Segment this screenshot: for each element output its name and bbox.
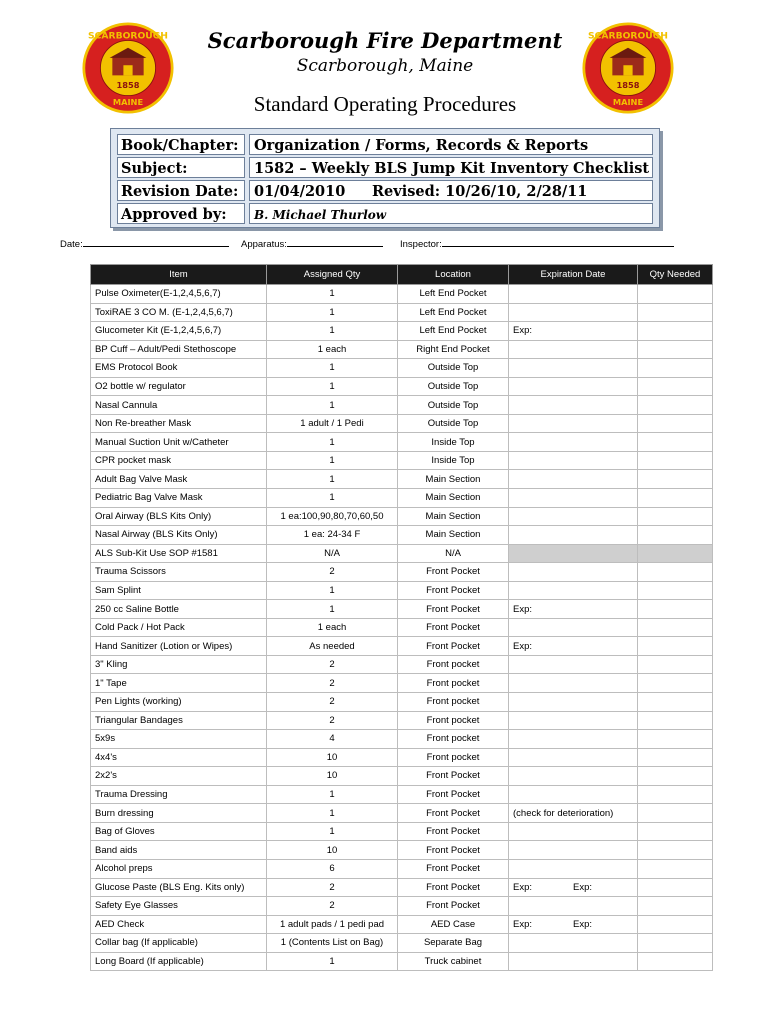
assigned-qty-cell: 1 adult / 1 Pedi [267, 414, 398, 433]
location-cell: Front pocket [398, 730, 509, 749]
qty-needed-cell[interactable] [638, 489, 713, 508]
seal-bottom-text: MAINE [112, 96, 144, 107]
item-cell: Nasal Cannula [91, 396, 267, 415]
item-cell: Pulse Oximeter(E-1,2,4,5,6,7) [91, 285, 267, 304]
expiration-text-second: Exp: [573, 881, 593, 893]
qty-needed-cell[interactable] [638, 730, 713, 749]
expiration-date-cell[interactable] [509, 730, 638, 749]
qty-needed-cell[interactable] [638, 674, 713, 693]
location-cell: Front Pocket [398, 859, 509, 878]
item-cell: Manual Suction Unit w/Catheter [91, 433, 267, 452]
item-cell: Long Board (If applicable) [91, 952, 267, 971]
expiration-date-cell[interactable] [509, 934, 638, 953]
expiration-date-cell[interactable] [509, 600, 638, 619]
item-cell: ALS Sub-Kit Use SOP #1581 [91, 544, 267, 563]
expiration-text: Exp: [513, 640, 533, 652]
table-row [91, 915, 713, 934]
expiration-date-cell[interactable] [509, 952, 638, 971]
location-cell: Front Pocket [398, 618, 509, 637]
qty-needed-cell[interactable] [638, 433, 713, 452]
apparatus-line[interactable] [287, 237, 383, 247]
item-cell: Bag of Gloves [91, 822, 267, 841]
qty-needed-cell[interactable] [638, 804, 713, 823]
item-cell: CPR pocket mask [91, 451, 267, 470]
document-header [0, 0, 770, 132]
table-row [91, 544, 713, 563]
qty-needed-cell[interactable] [638, 859, 713, 878]
sop-info-box [110, 128, 660, 228]
expiration-date-cell[interactable] [509, 767, 638, 786]
item-cell: Adult Bag Valve Mask [91, 470, 267, 489]
expiration-date-cell[interactable] [509, 414, 638, 433]
seal-top-text: SCARBOROUGH [88, 30, 168, 42]
table-row [91, 674, 713, 693]
qty-needed-cell[interactable] [638, 377, 713, 396]
expiration-date-cell[interactable] [509, 507, 638, 526]
qty-needed-cell[interactable] [638, 785, 713, 804]
expiration-date-cell[interactable] [509, 303, 638, 322]
apparatus-label: Apparatus: [241, 239, 287, 250]
assigned-qty-cell: 2 [267, 878, 398, 897]
qty-needed-cell[interactable] [638, 470, 713, 489]
qty-needed-cell[interactable] [638, 767, 713, 786]
qty-needed-cell[interactable] [638, 952, 713, 971]
assigned-qty-cell: 1 [267, 285, 398, 304]
revision-date-value [249, 180, 653, 201]
assigned-qty-cell: 1 each [267, 618, 398, 637]
seal-top-text: SCARBOROUGH [588, 30, 668, 42]
location-cell: Separate Bag [398, 934, 509, 953]
location-cell: Front Pocket [398, 767, 509, 786]
location-cell: Front Pocket [398, 563, 509, 582]
table-row [91, 748, 713, 767]
item-cell: Triangular Bandages [91, 711, 267, 730]
location-cell: Main Section [398, 507, 509, 526]
expiration-date-cell[interactable] [509, 618, 638, 637]
expiration-date-cell[interactable] [509, 878, 638, 897]
location-cell: Front Pocket [398, 822, 509, 841]
location-cell: Inside Top [398, 433, 509, 452]
assigned-qty-cell: 1 [267, 303, 398, 322]
table-row [91, 767, 713, 786]
expiration-date-cell[interactable] [509, 711, 638, 730]
column-header-qty-needed: Qty Needed [638, 265, 713, 285]
item-cell: Nasal Airway (BLS Kits Only) [91, 526, 267, 545]
expiration-date-cell[interactable] [509, 322, 638, 341]
item-cell: Pen Lights (working) [91, 693, 267, 712]
table-row [91, 303, 713, 322]
location-cell: Front pocket [398, 711, 509, 730]
assigned-qty-cell: 1 [267, 785, 398, 804]
qty-needed-cell[interactable] [638, 915, 713, 934]
table-row [91, 897, 713, 916]
seal-year: 1858 [616, 80, 640, 91]
table-row [91, 730, 713, 749]
qty-needed-cell[interactable] [638, 934, 713, 953]
table-row [91, 340, 713, 359]
department-name: Scarborough Fire Department [207, 28, 563, 53]
qty-needed-cell[interactable] [638, 822, 713, 841]
expiration-date-cell[interactable] [509, 859, 638, 878]
expiration-text: Exp: [513, 325, 533, 337]
qty-needed-cell[interactable] [638, 711, 713, 730]
item-cell: Cold Pack / Hot Pack [91, 618, 267, 637]
column-header-assigned-qty: Assigned Qty [267, 265, 398, 285]
location-cell: Front Pocket [398, 581, 509, 600]
qty-needed-cell[interactable] [638, 618, 713, 637]
column-header-item: Item [91, 265, 267, 285]
expiration-text: Exp: [513, 603, 533, 615]
item-cell: Sam Splint [91, 581, 267, 600]
department-city: Scarborough, Maine [296, 56, 474, 76]
expiration-text: Exp: [513, 881, 533, 893]
location-cell: Front Pocket [398, 897, 509, 916]
expiration-date-cell[interactable] [509, 285, 638, 304]
assigned-qty-cell: 1 [267, 581, 398, 600]
assigned-qty-cell: 1 [267, 600, 398, 619]
qty-needed-cell[interactable] [638, 414, 713, 433]
expiration-date-cell[interactable] [509, 396, 638, 415]
table-header-row [91, 265, 713, 285]
qty-needed-cell[interactable] [638, 581, 713, 600]
info-row-approved [111, 203, 659, 225]
qty-needed-cell[interactable] [638, 359, 713, 378]
assigned-qty-cell: 2 [267, 897, 398, 916]
item-cell: AED Check [91, 915, 267, 934]
item-cell: Safety Eye Glasses [91, 897, 267, 916]
location-cell: Front Pocket [398, 785, 509, 804]
qty-needed-cell[interactable] [638, 841, 713, 860]
table-row [91, 470, 713, 489]
inventory-table-body [91, 285, 713, 971]
table-row [91, 396, 713, 415]
expiration-text: Exp: [513, 918, 533, 930]
table-row [91, 285, 713, 304]
assigned-qty-cell: 1 ea: 24-34 F [267, 526, 398, 545]
qty-needed-cell[interactable] [638, 322, 713, 341]
assigned-qty-cell: 1 adult pads / 1 pedi pad [267, 915, 398, 934]
assigned-qty-cell: As needed [267, 637, 398, 656]
table-row [91, 822, 713, 841]
expiration-date-cell[interactable] [509, 748, 638, 767]
location-cell: Main Section [398, 526, 509, 545]
qty-needed-cell[interactable] [638, 600, 713, 619]
expiration-date-cell[interactable] [509, 544, 638, 563]
expiration-date-cell[interactable] [509, 340, 638, 359]
table-row [91, 841, 713, 860]
expiration-date-cell[interactable] [509, 359, 638, 378]
table-row [91, 581, 713, 600]
expiration-date-cell[interactable] [509, 915, 638, 934]
expiration-text-second: Exp: [573, 918, 593, 930]
date-field[interactable] [60, 237, 229, 250]
item-cell: EMS Protocol Book [91, 359, 267, 378]
qty-needed-cell[interactable] [638, 526, 713, 545]
item-cell: 1" Tape [91, 674, 267, 693]
location-cell: Left End Pocket [398, 285, 509, 304]
qty-needed-cell[interactable] [638, 693, 713, 712]
table-row [91, 693, 713, 712]
subject-value: 1582 – Weekly BLS Jump Kit Inventory Checklist [249, 157, 653, 178]
expiration-date-cell[interactable] [509, 804, 638, 823]
table-row [91, 655, 713, 674]
qty-needed-cell[interactable] [638, 507, 713, 526]
expiration-date-cell[interactable] [509, 563, 638, 582]
table-row [91, 359, 713, 378]
item-cell: Pediatric Bag Valve Mask [91, 489, 267, 508]
item-cell: ToxiRAE 3 CO M. (E-1,2,4,5,6,7) [91, 303, 267, 322]
location-cell: Front pocket [398, 655, 509, 674]
table-row [91, 377, 713, 396]
qty-needed-cell[interactable] [638, 748, 713, 767]
table-row [91, 322, 713, 341]
table-row [91, 451, 713, 470]
apparatus-field[interactable] [241, 237, 383, 250]
location-cell: Inside Top [398, 451, 509, 470]
table-row [91, 600, 713, 619]
expiration-date-cell[interactable] [509, 655, 638, 674]
sop-title: Standard Operating Procedures [253, 92, 517, 116]
qty-needed-cell[interactable] [638, 340, 713, 359]
assigned-qty-cell: 2 [267, 563, 398, 582]
item-cell: 3" Kling [91, 655, 267, 674]
assigned-qty-cell: 1 [267, 359, 398, 378]
table-row [91, 507, 713, 526]
item-cell: Oral Airway (BLS Kits Only) [91, 507, 267, 526]
expiration-date-cell[interactable] [509, 637, 638, 656]
book-chapter-label: Book/Chapter: [117, 134, 245, 155]
expiration-date-cell[interactable] [509, 822, 638, 841]
book-chapter-value: Organization / Forms, Records & Reports [249, 134, 653, 155]
table-row [91, 878, 713, 897]
expiration-date-cell[interactable] [509, 470, 638, 489]
table-row [91, 433, 713, 452]
table-row [91, 934, 713, 953]
qty-needed-cell[interactable] [638, 451, 713, 470]
table-row [91, 618, 713, 637]
seal-bottom-text: MAINE [612, 96, 644, 107]
assigned-qty-cell: 1 [267, 952, 398, 971]
item-cell: BP Cuff – Adult/Pedi Stethoscope [91, 340, 267, 359]
info-row-book [111, 134, 659, 156]
approved-by-value [249, 203, 653, 224]
assigned-qty-cell: 1 [267, 322, 398, 341]
location-cell: Left End Pocket [398, 303, 509, 322]
item-cell: Alcohol preps [91, 859, 267, 878]
assigned-qty-cell: 4 [267, 730, 398, 749]
table-row [91, 526, 713, 545]
date-line[interactable] [83, 237, 229, 247]
inspector-field[interactable] [400, 237, 674, 250]
item-cell: Trauma Scissors [91, 563, 267, 582]
expiration-date-cell[interactable] [509, 526, 638, 545]
assigned-qty-cell: 1 each [267, 340, 398, 359]
location-cell: Outside Top [398, 396, 509, 415]
expiration-date-cell[interactable] [509, 451, 638, 470]
assigned-qty-cell: 1 [267, 470, 398, 489]
expiration-date-cell[interactable] [509, 693, 638, 712]
location-cell: Front Pocket [398, 841, 509, 860]
location-cell: Left End Pocket [398, 322, 509, 341]
location-cell: Outside Top [398, 414, 509, 433]
location-cell: Main Section [398, 489, 509, 508]
qty-needed-cell[interactable] [638, 637, 713, 656]
item-cell: O2 bottle w/ regulator [91, 377, 267, 396]
assigned-qty-cell: 1 [267, 804, 398, 823]
expiration-date-cell[interactable] [509, 377, 638, 396]
table-row [91, 785, 713, 804]
approver-signature: B. Michael Thurlow [254, 208, 387, 222]
item-cell: Trauma Dressing [91, 785, 267, 804]
location-cell: N/A [398, 544, 509, 563]
revised-dates: Revised: 10/26/10, 2/28/11 [372, 183, 588, 200]
location-cell: Front pocket [398, 693, 509, 712]
location-cell: Front pocket [398, 748, 509, 767]
table-row [91, 952, 713, 971]
expiration-text: (check for deterioration) [513, 807, 614, 819]
assigned-qty-cell: 1 [267, 433, 398, 452]
item-cell: 2x2's [91, 767, 267, 786]
qty-needed-cell[interactable] [638, 563, 713, 582]
revision-date: 01/04/2010 [254, 183, 346, 200]
assigned-qty-cell: 1 [267, 377, 398, 396]
seal-year: 1858 [116, 80, 140, 91]
assigned-qty-cell: 6 [267, 859, 398, 878]
item-cell: Burn dressing [91, 804, 267, 823]
expiration-date-cell[interactable] [509, 841, 638, 860]
expiration-date-cell[interactable] [509, 785, 638, 804]
assigned-qty-cell: 1 (Contents List on Bag) [267, 934, 398, 953]
location-cell: Front Pocket [398, 600, 509, 619]
info-row-revision [111, 180, 659, 202]
column-header-expiration-date: Expiration Date [509, 265, 638, 285]
approved-by-label: Approved by: [117, 203, 245, 224]
assigned-qty-cell: N/A [267, 544, 398, 563]
column-header-location: Location [398, 265, 509, 285]
table-row [91, 711, 713, 730]
qty-needed-cell[interactable] [638, 285, 713, 304]
expiration-date-cell[interactable] [509, 433, 638, 452]
location-cell: Right End Pocket [398, 340, 509, 359]
item-cell: 250 cc Saline Bottle [91, 600, 267, 619]
qty-needed-cell[interactable] [638, 655, 713, 674]
assigned-qty-cell: 2 [267, 711, 398, 730]
location-cell: Front Pocket [398, 804, 509, 823]
qty-needed-cell[interactable] [638, 544, 713, 563]
table-row [91, 804, 713, 823]
table-row [91, 414, 713, 433]
item-cell: Non Re-breather Mask [91, 414, 267, 433]
item-cell: Glucometer Kit (E-1,2,4,5,6,7) [91, 322, 267, 341]
item-cell: Hand Sanitizer (Lotion or Wipes) [91, 637, 267, 656]
location-cell: Front Pocket [398, 637, 509, 656]
assigned-qty-cell: 1 [267, 451, 398, 470]
assigned-qty-cell: 2 [267, 674, 398, 693]
assigned-qty-cell: 1 [267, 822, 398, 841]
assigned-qty-cell: 10 [267, 767, 398, 786]
item-cell: Collar bag (If applicable) [91, 934, 267, 953]
expiration-date-cell[interactable] [509, 897, 638, 916]
expiration-date-cell[interactable] [509, 674, 638, 693]
item-cell: 4x4's [91, 748, 267, 767]
expiration-date-cell[interactable] [509, 581, 638, 600]
expiration-date-cell[interactable] [509, 489, 638, 508]
table-row [91, 637, 713, 656]
fire-department-seal-right [582, 22, 674, 114]
assigned-qty-cell: 1 [267, 489, 398, 508]
assigned-qty-cell: 2 [267, 693, 398, 712]
info-row-subject [111, 157, 659, 179]
subject-label: Subject: [117, 157, 245, 178]
assigned-qty-cell: 10 [267, 748, 398, 767]
table-row [91, 489, 713, 508]
assigned-qty-cell: 1 ea:100,90,80,70,60,50 [267, 507, 398, 526]
item-cell: Glucose Paste (BLS Eng. Kits only) [91, 878, 267, 897]
location-cell: Truck cabinet [398, 952, 509, 971]
location-cell: AED Case [398, 915, 509, 934]
qty-needed-cell[interactable] [638, 897, 713, 916]
item-cell: 5x9s [91, 730, 267, 749]
assigned-qty-cell: 2 [267, 655, 398, 674]
date-label: Date: [60, 239, 83, 250]
qty-needed-cell[interactable] [638, 878, 713, 897]
location-cell: Main Section [398, 470, 509, 489]
table-row [91, 859, 713, 878]
qty-needed-cell[interactable] [638, 303, 713, 322]
inspector-label: Inspector: [400, 239, 442, 250]
assigned-qty-cell: 10 [267, 841, 398, 860]
location-cell: Outside Top [398, 377, 509, 396]
revision-date-label: Revision Date: [117, 180, 245, 201]
location-cell: Front pocket [398, 674, 509, 693]
assigned-qty-cell: 1 [267, 396, 398, 415]
qty-needed-cell[interactable] [638, 396, 713, 415]
inventory-table [90, 264, 713, 971]
item-cell: Band aids [91, 841, 267, 860]
location-cell: Front Pocket [398, 878, 509, 897]
location-cell: Outside Top [398, 359, 509, 378]
table-row [91, 563, 713, 582]
inspector-line[interactable] [442, 237, 674, 247]
